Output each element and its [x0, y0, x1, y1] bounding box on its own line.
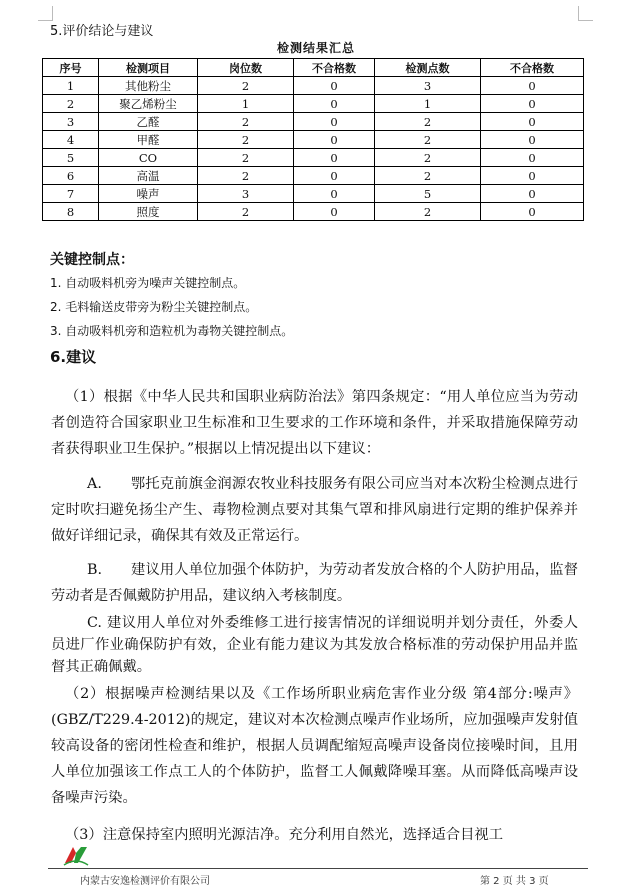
table-cell: 2 — [198, 203, 294, 221]
table-cell: 0 — [294, 131, 375, 149]
header-cell: 序号 — [43, 59, 99, 77]
table-cell: 噪声 — [99, 185, 198, 203]
paragraph-3: （3）注意保持室内照明光源洁净。充分利用自然光，选择适合目视工 — [65, 827, 503, 843]
table-cell: 聚乙烯粉尘 — [99, 95, 198, 113]
table-title: 检测结果汇总 — [276, 41, 355, 55]
table-cell: 0 — [481, 203, 584, 221]
table-row — [43, 185, 584, 203]
table-cell: 照度 — [99, 203, 198, 221]
company-logo-icon — [62, 843, 90, 867]
table-cell: 0 — [481, 149, 584, 167]
section-6-heading: 6.建议 — [50, 348, 97, 366]
key-control-title: 关键控制点： — [50, 252, 134, 268]
table-cell: 0 — [294, 203, 375, 221]
header-cell: 不合格数 — [481, 59, 584, 77]
results-table — [42, 58, 584, 221]
header-cell: 岗位数 — [198, 59, 294, 77]
paragraph-b: B. 建议用人单位加强个体防护，为劳动者发放合格的个人防护用品，监督劳动者是否佩戴防护用品，建议纳入考核制度。 — [51, 562, 578, 604]
section-5-heading: 5.评价结论与建议 — [50, 24, 154, 39]
header-cell: 检测项目 — [99, 59, 198, 77]
table-cell: 2 — [375, 149, 481, 167]
table-row — [43, 131, 584, 149]
margin-mark-right — [578, 6, 593, 21]
table-cell: 6 — [43, 167, 99, 185]
table-cell: 2 — [198, 77, 294, 95]
table-row — [43, 203, 584, 221]
table-cell: 0 — [481, 167, 584, 185]
table-cell: 高温 — [99, 167, 198, 185]
footer-rule — [48, 868, 588, 869]
table-cell: 2 — [375, 167, 481, 185]
table-row — [43, 113, 584, 131]
table-cell: 0 — [481, 77, 584, 95]
table-cell: 1 — [198, 95, 294, 113]
table-cell: 0 — [481, 95, 584, 113]
paragraph-2: （2）根据噪声检测结果以及《工作场所职业病危害作业分级 第4部分:噪声》(GBZ/T229.4-2012)的规定，建议对本次检测点噪声作业场所，应加强噪声发射值较高设备的密闭性检查和维护，根据人员调配缩短高噪声设备岗位接噪时间，且用人单位加强该工作点工人的个体防护，监督工人佩戴降噪耳塞。从而降低高噪声设备噪声污染。 — [51, 686, 578, 806]
key-control-item: 1. 自动吸料机旁为噪声关键控制点。 — [50, 276, 246, 290]
footer-company: 内蒙古安逸检测评价有限公司 — [80, 876, 210, 887]
table-cell: 2 — [375, 203, 481, 221]
footer-page-number: 第 2 页 共 3 页 — [480, 876, 549, 887]
table-cell: 0 — [481, 113, 584, 131]
paragraph-a: A. 鄂托克前旗金润源农牧业科技服务有限公司应当对本次粉尘检测点进行定时吹扫避免扬尘产生、毒物检测点要对其集气罩和排风扇进行定期的维护保养并做好详细记录，确保其有效及正常运行。 — [51, 476, 578, 544]
table-cell: 3 — [198, 185, 294, 203]
paragraph-c: C. 建议用人单位对外委维修工进行接害情况的详细说明并划分责任，外委人员进厂作业确保防护有效，企业有能力建议为其发放合格标准的劳动保护用品并监督其正确佩戴。 — [51, 615, 578, 675]
table-cell: 乙醛 — [99, 113, 198, 131]
table-cell: 2 — [198, 113, 294, 131]
table-cell: 其他粉尘 — [99, 77, 198, 95]
header-cell: 不合格数 — [294, 59, 375, 77]
table-cell: 2 — [375, 131, 481, 149]
table-cell: 5 — [43, 149, 99, 167]
table-cell: 7 — [43, 185, 99, 203]
table-row — [43, 149, 584, 167]
table-cell: 0 — [294, 95, 375, 113]
table-cell: 0 — [294, 185, 375, 203]
key-control-item: 2. 毛料输送皮带旁为粉尘关键控制点。 — [50, 300, 258, 314]
table-cell: CO — [99, 149, 198, 167]
paragraph-1: （1）根据《中华人民共和国职业病防治法》第四条规定：“用人单位应当为劳动者创造符合国家职业卫生标准和卫生要求的工作环境和条件，并采取措施保障劳动者获得职业卫生保护。”根据以上情况提出以下建议： — [51, 389, 578, 457]
table-cell: 2 — [198, 131, 294, 149]
table-header-row — [43, 59, 584, 77]
table-cell: 2 — [375, 113, 481, 131]
key-control-item: 3. 自动吸料机旁和造粒机为毒物关键控制点。 — [50, 324, 294, 338]
table-cell: 1 — [375, 95, 481, 113]
table-cell: 0 — [294, 149, 375, 167]
table-cell: 8 — [43, 203, 99, 221]
table-cell: 0 — [294, 113, 375, 131]
table-cell: 0 — [481, 131, 584, 149]
table-cell: 5 — [375, 185, 481, 203]
table-row — [43, 77, 584, 95]
margin-mark-left — [38, 6, 53, 21]
table-cell: 2 — [43, 95, 99, 113]
table-cell: 2 — [198, 167, 294, 185]
table-cell: 0 — [294, 167, 375, 185]
table-cell: 2 — [198, 149, 294, 167]
table-cell: 0 — [294, 77, 375, 95]
table-cell: 3 — [375, 77, 481, 95]
table-row — [43, 95, 584, 113]
header-cell: 检测点数 — [375, 59, 481, 77]
table-cell: 4 — [43, 131, 99, 149]
table-cell: 甲醛 — [99, 131, 198, 149]
table-cell: 0 — [481, 185, 584, 203]
table-cell: 1 — [43, 77, 99, 95]
table-row — [43, 167, 584, 185]
table-cell: 3 — [43, 113, 99, 131]
